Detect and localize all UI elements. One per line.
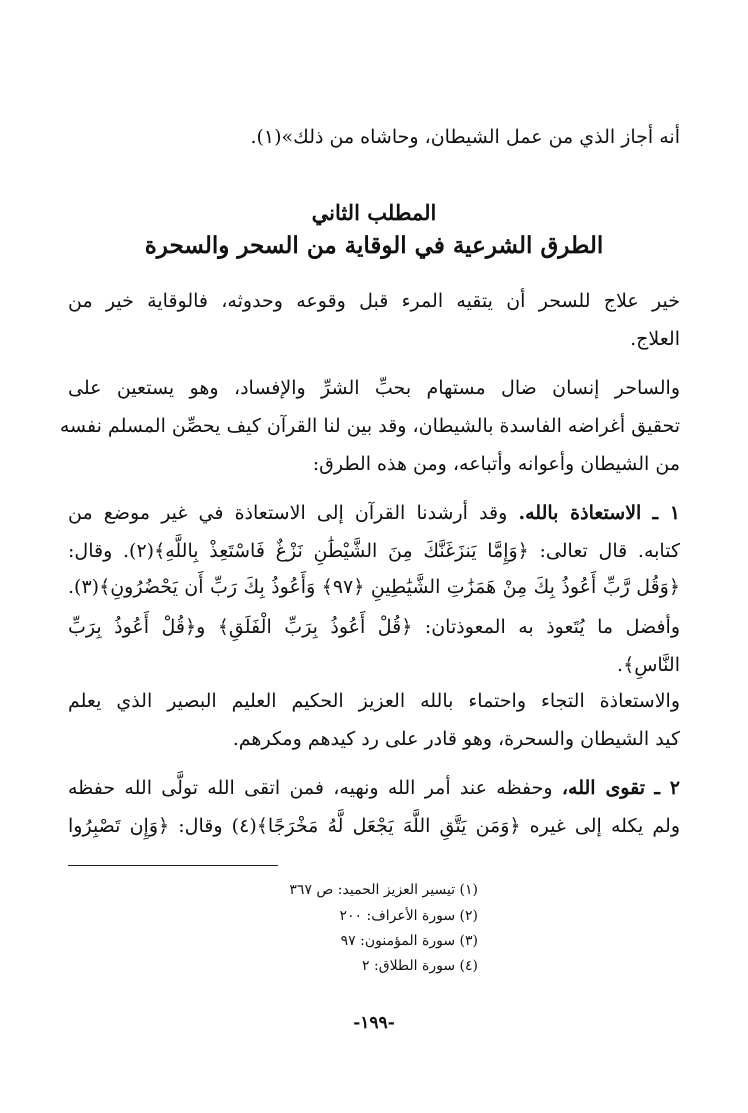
footnote-4: (٤) سورة الطلاق: ٢	[362, 958, 478, 974]
paragraph1-line2: العلاج.	[630, 328, 680, 350]
item2-line1-text: وحفظه عند أمر الله ونهيه، فمن اتقى الله تولَّى الله حفظه	[68, 777, 553, 799]
footnote-divider	[68, 865, 278, 866]
section-title: المطلب الثاني	[311, 200, 437, 225]
page-number: -١٩٩-	[353, 1013, 395, 1033]
footnote-2: (٢) سورة الأعراف: ٢٠٠	[339, 908, 478, 924]
paragraph2-line3: من الشيطان وأعوانه وأتباعه، ومن هذه الطرق:	[312, 453, 680, 475]
footnote-1: (١) تيسير العزيز الحميد: ص ٣٦٧	[289, 882, 478, 898]
section-subtitle: الطرق الشرعية في الوقاية من السحر والسحرة	[144, 232, 604, 259]
item1-line2: كتابه. قال تعالى: ﴿وَإِمَّا يَنزَغَنَّكَ مِنَ الشَّيْطَٰنِ نَزْغٌ فَاسْتَعِذْ بِاللَّهِ﴾(٢). وقال:	[68, 540, 680, 562]
paragraph1-line1: خير علاج للسحر أن يتقيه المرء قبل وقوعه وحدوثه، فالوقاية خير من	[68, 290, 680, 312]
item1-number: ١ ـ	[652, 502, 681, 524]
item2-line1	[68, 777, 680, 799]
item1-heading: الاستعاذة بالله.	[518, 502, 642, 524]
item1-line1-text: وقد أرشدنا القرآن إلى الاستعاذة في غير موضع من	[68, 502, 508, 524]
item2-line2: ولم يكله إلى غيره ﴿وَمَن يَتَّقِ اللَّهَ يَجْعَل لَّهُ مَخْرَجًا﴾(٤) وقال: ﴿وَإِن تَصْبِرُوا	[68, 815, 680, 837]
item1-line5: النَّاسِ﴾.	[617, 654, 680, 676]
item2-heading: تقوى الله،	[561, 777, 646, 799]
paragraph2-line1: والساحر إنسان ضال مستهام بحبِّ الشرِّ والإفساد، وهو يستعين على	[68, 377, 680, 399]
item1-line1	[68, 502, 680, 524]
intro-line: أنه أجاز الذي من عمل الشيطان، وحاشاه من ذلك»(١).	[250, 126, 680, 148]
item1-line3: ﴿وَقُل رَّبِّ أَعُوذُ بِكَ مِنْ هَمَزَٰتِ الشَّيَٰطِينِ ﴿٩٧﴾ وَأَعُوذُ بِكَ رَبِّ أَن يَحْضُرُونِ﴾(٣).	[68, 576, 680, 598]
footnote-3: (٣) سورة المؤمنون: ٩٧	[340, 933, 478, 949]
item1-line6: والاستعاذة التجاء واحتماء بالله العزيز الحكيم العليم البصير الذي يعلم	[68, 690, 680, 712]
item1-line7: كيد الشيطان والسحرة، وهو قادر على رد كيدهم ومكرهم.	[232, 728, 680, 750]
item1-line4: وأفضل ما يُتَعوذ به المعوذتان: ﴿قُلْ أَعُوذُ بِرَبِّ الْفَلَقِ﴾ و﴿قُلْ أَعُوذُ بِرَبِّ	[68, 616, 680, 638]
paragraph2-line2: تحقيق أغراضه الفاسدة بالشيطان، وقد بين لنا القرآن كيف يحصِّن المسلم نفسه	[59, 415, 680, 437]
item2-number: ٢ ـ	[654, 777, 681, 799]
